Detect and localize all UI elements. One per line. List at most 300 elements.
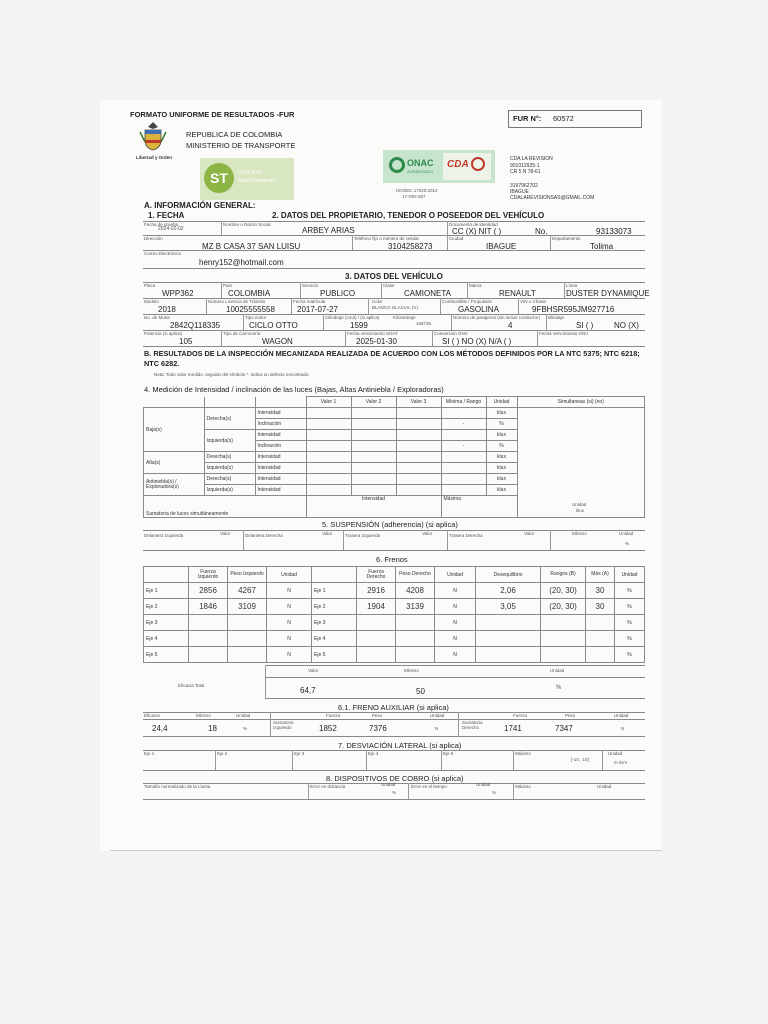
susp-tras-der: Trasera Derecha <box>449 533 483 538</box>
clase-label: Clase <box>383 283 395 288</box>
supertransporte-logo <box>200 158 294 200</box>
table-cell: klux <box>486 408 517 419</box>
servicio-value: PUBLICO <box>320 289 356 298</box>
depto-value: Tolima <box>590 242 614 251</box>
table-cell <box>357 647 396 663</box>
suspension-title: 5. SUSPENSIÓN (adherencia) (si aplica) <box>322 520 458 529</box>
table-cell: N <box>435 615 476 631</box>
section-b-note: Nota: Todo valor medido, seguido del símbolo *, indica un defecto encontrado. <box>154 372 310 377</box>
table-cell: N <box>435 583 476 599</box>
table-cell <box>306 408 351 419</box>
table-row <box>144 631 645 647</box>
table-cell: 3109 <box>228 599 267 615</box>
table-cell: N <box>435 631 476 647</box>
doc-label: Documento de identidad <box>449 222 498 227</box>
table-cell: Eje 3 <box>312 615 357 631</box>
table-row <box>144 615 645 631</box>
eficacia-minimo-label: Mínimo <box>404 668 419 673</box>
color-label: Color <box>372 299 383 304</box>
page-bottom-edge <box>110 850 662 851</box>
table-cell <box>396 452 441 463</box>
table-cell <box>586 631 615 647</box>
cda-city: IBAGUE <box>510 189 529 195</box>
cilindraje-label: Cilindraje (cm3) / (si aplica) <box>325 315 380 320</box>
section-b-title: B. RESULTADOS DE LA INSPECCIÓN MECANIZADA REALIZADA DE ACUERDO CON LOS MÉTODOS DEFINIDOS POR LA NTC 5375; NTC 6218; NTC 6282. <box>144 349 640 368</box>
color-value: BLANCO GLACIAL (V) <box>372 305 418 310</box>
table-cell <box>441 474 486 485</box>
aux-fuerza-der: 1741 <box>504 724 522 733</box>
linea-value: DUSTER DYNAMIQUE <box>566 289 650 298</box>
st-line1: VIGILADO <box>238 170 262 176</box>
cda-address: CR 5 N 78-61 <box>510 169 541 175</box>
table-cell: Valor 1 <box>306 397 351 408</box>
table-cell: % <box>615 647 645 663</box>
table-cell <box>306 430 351 441</box>
iso-line2: 17-OIN-057 <box>402 194 426 199</box>
eficacia-valor-label: Valor <box>308 668 319 673</box>
table-cell: Unidad <box>486 397 517 408</box>
table-cell <box>441 485 486 496</box>
table-cell: Alta(s) <box>144 452 205 474</box>
combustible-label: Combustible / Propulsión <box>442 299 493 304</box>
potencia-value: 105 <box>179 337 193 346</box>
vehicle-title: 3. DATOS DEL VEHÍCULO <box>345 272 443 281</box>
table-cell <box>189 647 228 663</box>
table-cell: 1846 <box>189 599 228 615</box>
modelo-value: 2018 <box>158 305 176 314</box>
table-cell <box>189 631 228 647</box>
susp-valor-1: Valor <box>220 531 231 536</box>
table-cell: Intensidad <box>255 463 306 474</box>
table-cell: N <box>435 599 476 615</box>
sum-unidad: Unidad <box>572 502 587 507</box>
table-cell <box>517 408 645 518</box>
table-cell <box>351 441 396 452</box>
direccion-value: MZ B CASA 37 SAN LUISU <box>202 242 301 251</box>
susp-valor-4: Valor <box>524 531 535 536</box>
aux-u-izq: N <box>435 726 439 731</box>
aux-fuerza-label-1: Fuerza <box>326 713 341 718</box>
gnv-label: Conversión GNV <box>434 331 468 336</box>
modelo-label: Modelo <box>144 299 159 304</box>
aux-minimo: 18 <box>208 724 217 733</box>
table-cell: 3139 <box>396 599 435 615</box>
table-cell <box>396 463 441 474</box>
direccion-label: Dirección <box>144 236 163 241</box>
table-cell <box>541 647 586 663</box>
table-cell: Unidad <box>267 567 312 583</box>
pasajeros-label: Número de pasajeros (sin incluir conductor) <box>453 315 541 320</box>
desv-eje-4: Eje 4 <box>368 751 379 756</box>
placa-label: Placa <box>144 283 156 288</box>
table-cell: Intensidad <box>255 452 306 463</box>
fecha-title: 1. FECHA <box>148 211 185 220</box>
aux-unidad-label-2: Unidad <box>430 713 445 718</box>
aux-minimo-label: Mínimo <box>196 713 211 718</box>
ciudad-value: IBAGUE <box>486 242 517 251</box>
table-cell: Peso Derecho <box>396 567 435 583</box>
desv-eje-1: Eje 1 <box>144 751 155 756</box>
table-cell: % <box>615 631 645 647</box>
fur-box <box>508 110 642 128</box>
nombre-label: Nombre o Razón Social <box>223 222 271 227</box>
linea-label: Línea <box>566 283 578 288</box>
table-cell <box>204 397 255 408</box>
clase-value: CAMIONETA <box>404 289 451 298</box>
table-cell <box>441 463 486 474</box>
table-cell: Eje 2 <box>312 599 357 615</box>
desv-maximo-value: [-10 , 10] <box>571 757 589 762</box>
licencia-label: Número Licencia de Tránsito <box>208 299 266 304</box>
table-cell <box>312 567 357 583</box>
no-label: No. <box>535 227 548 236</box>
table-cell <box>541 631 586 647</box>
vin-label: VIN o Chasis <box>520 299 547 304</box>
table-cell <box>357 631 396 647</box>
aux-unidad-label-3: Unidad <box>614 713 629 718</box>
correo-label: Correo Electrónico <box>144 251 182 256</box>
motto: Libertad y Orden <box>136 155 173 160</box>
table-cell <box>189 615 228 631</box>
table-cell <box>351 430 396 441</box>
table-cell <box>351 408 396 419</box>
aux-peso-der: 7347 <box>555 724 573 733</box>
desv-unidad-value: m /Km <box>614 760 627 765</box>
licencia-value: 10025555558 <box>226 305 275 314</box>
aux-peso-label-2: Peso <box>565 713 576 718</box>
table-cell: N <box>267 647 312 663</box>
vin-value: 9FBHSR595JM927716 <box>532 305 615 314</box>
table-cell: 4208 <box>396 583 435 599</box>
table-cell: Derecha(s) <box>204 408 255 430</box>
table-cell: Fuerza Izquierdo <box>189 567 228 583</box>
susp-pct: % <box>625 541 630 546</box>
susp-del-izq: Delantera Izquierda <box>144 533 184 538</box>
table-row <box>144 397 645 408</box>
cda-logo-text: CDA <box>447 159 469 170</box>
table-cell: 2916 <box>357 583 396 599</box>
table-cell <box>306 485 351 496</box>
table-cell: Eje 1 <box>312 583 357 599</box>
aux-peso-izq: 7376 <box>369 724 387 733</box>
frenos-title: 6. Frenos <box>376 555 408 564</box>
susp-valor-3: Valor <box>422 531 433 536</box>
desviacion-title: 7. DESVIACIÓN LATERAL (si aplica) <box>338 741 462 750</box>
gnv-value: SI ( ) NO (X) N/A ( ) <box>442 337 512 346</box>
table-cell <box>228 647 267 663</box>
table-cell <box>351 452 396 463</box>
table-cell: 2856 <box>189 583 228 599</box>
disp-maximo: Máximo <box>515 784 531 789</box>
owner-title: 2. DATOS DEL PROPIETARIO, TENEDOR O POSEEDOR DEL VEHÍCULO <box>272 211 545 220</box>
table-cell: klux <box>486 430 517 441</box>
table-row <box>144 599 645 615</box>
table-cell <box>396 408 441 419</box>
table-cell: % <box>615 615 645 631</box>
disp-pct-2: % <box>492 790 497 795</box>
table-cell <box>396 615 435 631</box>
table-cell <box>306 463 351 474</box>
cda-logo <box>443 153 491 180</box>
table-cell <box>396 441 441 452</box>
table-cell <box>306 419 351 430</box>
disp-error-dist: Error en distancia <box>310 784 346 789</box>
disp-unidad-3: Unidad <box>597 784 612 789</box>
telefono-value: 3104258273 <box>388 242 433 251</box>
table-cell: Unidad <box>435 567 476 583</box>
table-cell <box>476 647 541 663</box>
table-cell: 1904 <box>357 599 396 615</box>
table-cell: N <box>267 615 312 631</box>
table-cell: % <box>486 441 517 452</box>
km-value: 168736 <box>416 321 432 326</box>
ministry-name: MINISTERIO DE TRANSPORTE <box>186 141 296 150</box>
table-cell: Intensidad <box>306 496 441 518</box>
pais-value: COLOMBIA <box>228 289 271 298</box>
table-row <box>144 583 645 599</box>
table-cell: 30 <box>586 583 615 599</box>
republic-name: REPUBLICA DE COLOMBIA <box>186 130 283 139</box>
cilindraje-value: 1599 <box>350 321 368 330</box>
table-cell <box>396 647 435 663</box>
blindaje-si: SI ( ) <box>576 321 594 330</box>
table-row <box>144 408 645 419</box>
desv-eje-2: Eje 2 <box>217 751 228 756</box>
disp-pct-1: % <box>392 790 397 795</box>
table-cell: Sumatoria de luces simultáneamente <box>144 496 307 518</box>
table-cell: Mínima / Rango <box>441 397 486 408</box>
table-cell: Izquierda(s) <box>204 485 255 496</box>
table-cell <box>228 615 267 631</box>
matricula-value: 2017-07-27 <box>297 305 338 314</box>
table-cell: Eje 2 <box>144 599 189 615</box>
table-cell <box>351 485 396 496</box>
table-cell <box>255 397 306 408</box>
cda-nit: 901012925-1 <box>510 163 540 169</box>
aux-sum-izq-label: Sumatoria Izquierdo <box>273 720 294 730</box>
aux-u-der: N <box>621 726 625 731</box>
nombre-value: ARBEY ARIAS <box>302 226 355 235</box>
table-row <box>144 567 645 583</box>
soat-label: Fecha vencimiento SOAT <box>347 331 398 336</box>
eficacia-unidad-label: Unidad <box>550 668 565 673</box>
table-cell: 3,05 <box>476 599 541 615</box>
susp-del-der: Delantera Derecha <box>245 533 283 538</box>
table-cell: Unidad <box>615 567 645 583</box>
carroceria-label: Tipo de Carrocería <box>223 331 261 336</box>
telefono-label: Teléfono fijo o número de celular <box>354 236 420 241</box>
tipo-motor-value: CICLO OTTO <box>249 321 298 330</box>
doc-value: CC (X) NIT ( ) <box>452 227 502 236</box>
disp-llanta: Tamaño normalizado de la Llanta <box>144 784 211 789</box>
table-cell <box>396 430 441 441</box>
table-cell: N <box>267 631 312 647</box>
blindaje-no: NO (X) <box>614 321 639 330</box>
table-cell: Fuerza Derecho <box>357 567 396 583</box>
desv-eje-5: Eje 5 <box>443 751 454 756</box>
table-cell <box>441 408 486 419</box>
section-a-title: A. INFORMACIÓN GENERAL: <box>144 201 256 210</box>
table-cell: klux <box>486 474 517 485</box>
table-cell <box>586 647 615 663</box>
soat-value: 2025-01-30 <box>356 337 397 346</box>
table-cell <box>306 441 351 452</box>
table-cell: Izquierda(s) <box>204 430 255 452</box>
table-cell: - <box>441 419 486 430</box>
table-cell: % <box>615 583 645 599</box>
table-cell: % <box>486 419 517 430</box>
motor-value: 2842Q118335 <box>170 321 221 330</box>
table-cell <box>541 615 586 631</box>
susp-unidad: Unidad <box>619 531 634 536</box>
table-cell: 30 <box>586 599 615 615</box>
table-cell <box>351 463 396 474</box>
table-cell: - <box>441 441 486 452</box>
table-cell: Intensidad <box>255 485 306 496</box>
eficacia-valor: 64,7 <box>300 686 316 695</box>
table-cell: (20, 30) <box>541 599 586 615</box>
table-cell: Máxima <box>441 496 517 518</box>
onac-logo <box>383 150 495 183</box>
table-cell: klux <box>486 485 517 496</box>
auxiliar-title: 6.1. FRENO AUXILIAR (si aplica) <box>338 703 449 712</box>
disp-error-tiempo: Error en el tiempo <box>411 784 447 789</box>
aux-sum-der-label: Sumatoria Derecho <box>462 720 483 730</box>
cda-name: CDA LA REVISION <box>510 156 553 162</box>
table-cell <box>441 452 486 463</box>
marca-value: RENAULT <box>499 289 536 298</box>
luces-title: 4. Medición de Intensidad / inclinación de las luces (Bajas, Altas Antiniebla / Exploradoras) <box>144 385 444 394</box>
pasajeros-value: 4 <box>508 321 513 330</box>
disp-unidad-1: Unidad <box>381 782 396 787</box>
onac-text: ONAC <box>407 158 434 168</box>
coat-of-arms-icon <box>138 120 168 152</box>
cda-ring-icon <box>471 157 485 171</box>
gnv-venc-label: Fecha Vencimiento GNV <box>539 331 589 336</box>
iso-line1: ISO/IEC 17020:2012 <box>396 188 438 193</box>
eficacia-minimo: 50 <box>416 687 425 696</box>
tipo-motor-label: Tipo motor <box>245 315 267 320</box>
table-cell: Peso Izquierdo <box>228 567 267 583</box>
table-cell <box>396 474 441 485</box>
table-cell <box>306 452 351 463</box>
aux-unidad-label: Unidad <box>236 713 251 718</box>
table-cell <box>144 397 205 408</box>
luces-table <box>143 396 645 518</box>
table-cell: Eje 4 <box>144 631 189 647</box>
table-cell <box>476 631 541 647</box>
aux-peso-label-1: Peso <box>372 713 383 718</box>
table-cell: Intensidad <box>255 474 306 485</box>
table-cell: Inclinación <box>255 441 306 452</box>
table-cell: Rangos (B) <box>541 567 586 583</box>
motor-label: No. de Motor <box>144 315 171 320</box>
dispositivos-title: 8. DISPOSITIVOS DE COBRO (si aplica) <box>326 774 464 783</box>
susp-minimo: Mínimo <box>572 531 587 536</box>
aux-eficacia: 24,4 <box>152 724 168 733</box>
st-line2: SuperTransporte <box>238 178 276 184</box>
table-cell: Eje 4 <box>312 631 357 647</box>
table-cell <box>357 615 396 631</box>
table-cell: Simultaneas (si) (no) <box>517 397 645 408</box>
table-cell: klux <box>486 463 517 474</box>
aux-fuerza-izq: 1852 <box>319 724 337 733</box>
susp-valor-2: Valor <box>322 531 333 536</box>
table-cell <box>306 474 351 485</box>
aux-unidad: % <box>243 726 248 731</box>
table-cell: Baja(s) <box>144 408 205 452</box>
km-label: Kilometraje <box>393 315 416 320</box>
desv-unidad-label: Unidad <box>608 751 623 756</box>
table-cell: klux <box>486 452 517 463</box>
table-row <box>144 647 645 663</box>
correo-value: henry152@hotmail.com <box>199 258 284 267</box>
cda-email: CDALAREVISIONSAS@GMAIL.COM <box>510 195 595 201</box>
table-cell: Eje 5 <box>312 647 357 663</box>
marca-label: Marca <box>469 283 482 288</box>
desv-eje-3: Eje 3 <box>294 751 305 756</box>
sum-klux: klux <box>576 508 585 513</box>
ciudad-label: Ciudad <box>449 236 464 241</box>
servicio-label: Servicio <box>302 283 319 288</box>
table-cell <box>396 631 435 647</box>
table-cell <box>351 474 396 485</box>
table-cell <box>351 419 396 430</box>
table-cell: Eje 3 <box>144 615 189 631</box>
table-cell: N <box>435 647 476 663</box>
aux-eficacia-label: Eficacia <box>144 713 160 718</box>
table-cell: Derecha(s) <box>204 452 255 463</box>
disp-unidad-2: Unidad <box>476 782 491 787</box>
eficacia-unidad: % <box>556 685 562 691</box>
table-cell: Eje 5 <box>144 647 189 663</box>
table-cell: Derecha(s) <box>204 474 255 485</box>
fur-number: 60572 <box>553 114 574 123</box>
table-cell: Desequilibrio <box>476 567 541 583</box>
table-cell: Intensidad <box>255 430 306 441</box>
no-value: 93133073 <box>596 227 632 236</box>
blindaje-label: Blindaje <box>548 315 565 320</box>
table-cell: Antiniebla(s) / Exploradora(s) <box>144 474 205 496</box>
cda-phone: 3197962702 <box>510 183 538 189</box>
table-cell: Valor 3 <box>396 397 441 408</box>
table-cell <box>396 485 441 496</box>
table-cell <box>476 615 541 631</box>
table-cell <box>144 567 189 583</box>
placa-value: WPP362 <box>162 289 194 298</box>
document-sheet <box>100 100 662 850</box>
onac-ring-icon <box>389 157 405 173</box>
table-cell: N <box>267 583 312 599</box>
desv-maximo-label: Máximo <box>515 751 531 756</box>
eficacia-total-label: Eficacia Total <box>178 683 205 688</box>
table-cell: % <box>615 599 645 615</box>
frenos-table <box>143 566 645 663</box>
table-cell: Máx (A) <box>586 567 615 583</box>
aux-fuerza-label-2: Fuerza <box>513 713 528 718</box>
combustible-value: GASOLINA <box>458 305 499 314</box>
table-cell: Izquierda(s) <box>204 463 255 474</box>
pais-label: País <box>223 283 233 288</box>
table-cell: Valor 2 <box>351 397 396 408</box>
onac-sub: ACREDITADO <box>407 169 433 174</box>
table-cell: Inclinación <box>255 419 306 430</box>
table-cell: Intensidad <box>255 408 306 419</box>
form-title: FORMATO UNIFORME DE RESULTADOS -FUR <box>130 110 295 119</box>
table-cell: N <box>267 599 312 615</box>
table-cell <box>441 430 486 441</box>
st-letters: ST <box>204 163 234 193</box>
